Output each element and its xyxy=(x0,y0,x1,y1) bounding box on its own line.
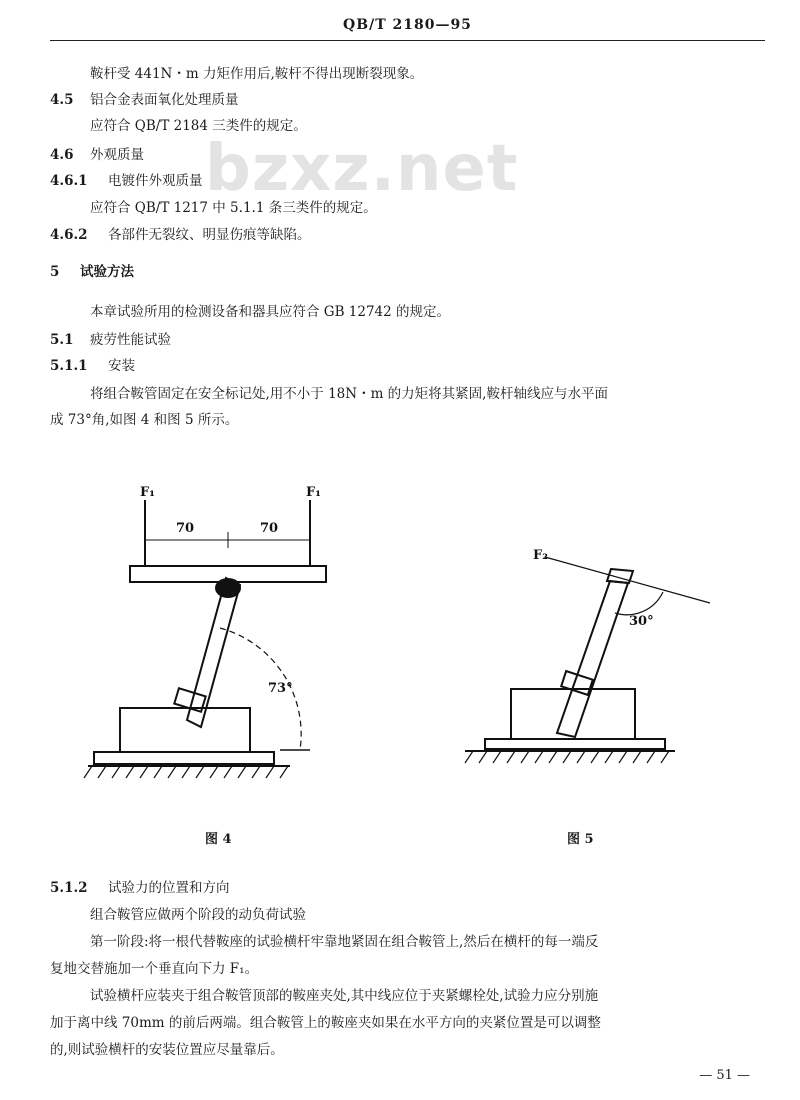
section-4-6-1 xyxy=(50,171,203,191)
force-line xyxy=(545,557,710,603)
section-title: 各部件无裂纹、明显伤痕等缺陷。 xyxy=(108,227,311,243)
body-line: 鞍杆受 441N・m 力矩作用后,鞍杆不得出现断裂现象。 xyxy=(90,66,424,82)
section-title: 外观质量 xyxy=(90,147,144,163)
figure-5-caption: 图 5 xyxy=(567,832,594,847)
figure-4-diagram xyxy=(80,470,340,790)
body-line: 试验横杆应装夹于组合鞍管顶部的鞍座夹处,其中线应位于夹紧螺栓处,试验力应分别施 xyxy=(90,988,599,1004)
safety-mark xyxy=(561,671,593,695)
section-number: 4.6.1 xyxy=(50,173,88,189)
section-4-6-2 xyxy=(50,225,311,245)
section-4-6 xyxy=(50,145,144,165)
body-line: 本章试验所用的检测设备和器具应符合 GB 12742 的规定。 xyxy=(90,304,451,320)
figure-5-diagram xyxy=(455,535,725,785)
angle-label: 30° xyxy=(629,614,654,629)
body-line: 第一阶段:将一根代替鞍座的试验横杆牢靠地紧固在组合鞍管上,然后在横杆的每一端反 xyxy=(90,934,599,950)
base-plate xyxy=(94,752,274,764)
section-number: 4.5 xyxy=(50,92,74,108)
body-line: 加于离中线 70mm 的前后两端。组合鞍管上的鞍座夹如果在水平方向的夹紧位置是可以调整 xyxy=(50,1015,601,1031)
base-plate xyxy=(485,739,665,749)
section-5-1-1 xyxy=(50,356,135,376)
section-number: 5.1.2 xyxy=(50,880,88,896)
section-number: 5.1 xyxy=(50,332,74,348)
section-number: 5 xyxy=(50,264,60,280)
body-line: 成 73°角,如图 4 和图 5 所示。 xyxy=(50,412,239,428)
body-line: 将组合鞍管固定在安全标记处,用不小于 18N・m 的力矩将其紧固,鞍杆轴线应与水平面 xyxy=(90,386,608,402)
section-number: 4.6 xyxy=(50,147,74,163)
page-number: — 51 — xyxy=(699,1068,750,1083)
section-title: 铝合金表面氧化处理质量 xyxy=(90,92,239,108)
section-title: 电镀件外观质量 xyxy=(108,173,203,189)
body-line: 的,则试验横杆的安装位置应尽量靠后。 xyxy=(50,1042,284,1058)
body-line: 应符合 QB/T 1217 中 5.1.1 条三类件的规定。 xyxy=(90,200,377,216)
section-4-5 xyxy=(50,90,239,110)
section-5 xyxy=(50,262,134,282)
seat-post xyxy=(557,581,628,737)
dimension-label-left: 70 xyxy=(176,521,195,536)
figure-4-caption: 图 4 xyxy=(205,832,232,847)
angle-label: 73° xyxy=(268,681,293,696)
clamp-block xyxy=(120,708,250,752)
ground-hatch xyxy=(465,751,669,763)
section-number: 5.1.1 xyxy=(50,358,88,374)
watermark: bzxz.net xyxy=(205,132,519,206)
body-line: 组合鞍管应做两个阶段的动负荷试验 xyxy=(90,907,306,923)
body-line: 复地交替施加一个垂直向下力 F₁。 xyxy=(50,961,259,977)
force-label-left: F₁ xyxy=(140,485,155,500)
clamp-block xyxy=(511,689,635,739)
section-5-1 xyxy=(50,330,171,350)
force-label-right: F₁ xyxy=(306,485,321,500)
section-title: 安装 xyxy=(108,358,135,374)
page-header: QB/T 2180—95 xyxy=(50,10,765,41)
section-title: 试验力的位置和方向 xyxy=(108,880,230,896)
clamp-bolt xyxy=(215,578,241,598)
seat-post xyxy=(187,578,240,727)
force-label: F₂ xyxy=(533,548,548,563)
dimension-label-right: 70 xyxy=(260,521,279,536)
section-title: 疲劳性能试验 xyxy=(90,332,171,348)
section-title: 试验方法 xyxy=(80,264,134,280)
ground-hatch xyxy=(84,766,288,778)
angle-arc xyxy=(615,592,663,615)
body-line: 应符合 QB/T 2184 三类件的规定。 xyxy=(90,118,307,134)
section-5-1-2 xyxy=(50,878,230,898)
section-number: 4.6.2 xyxy=(50,227,88,243)
